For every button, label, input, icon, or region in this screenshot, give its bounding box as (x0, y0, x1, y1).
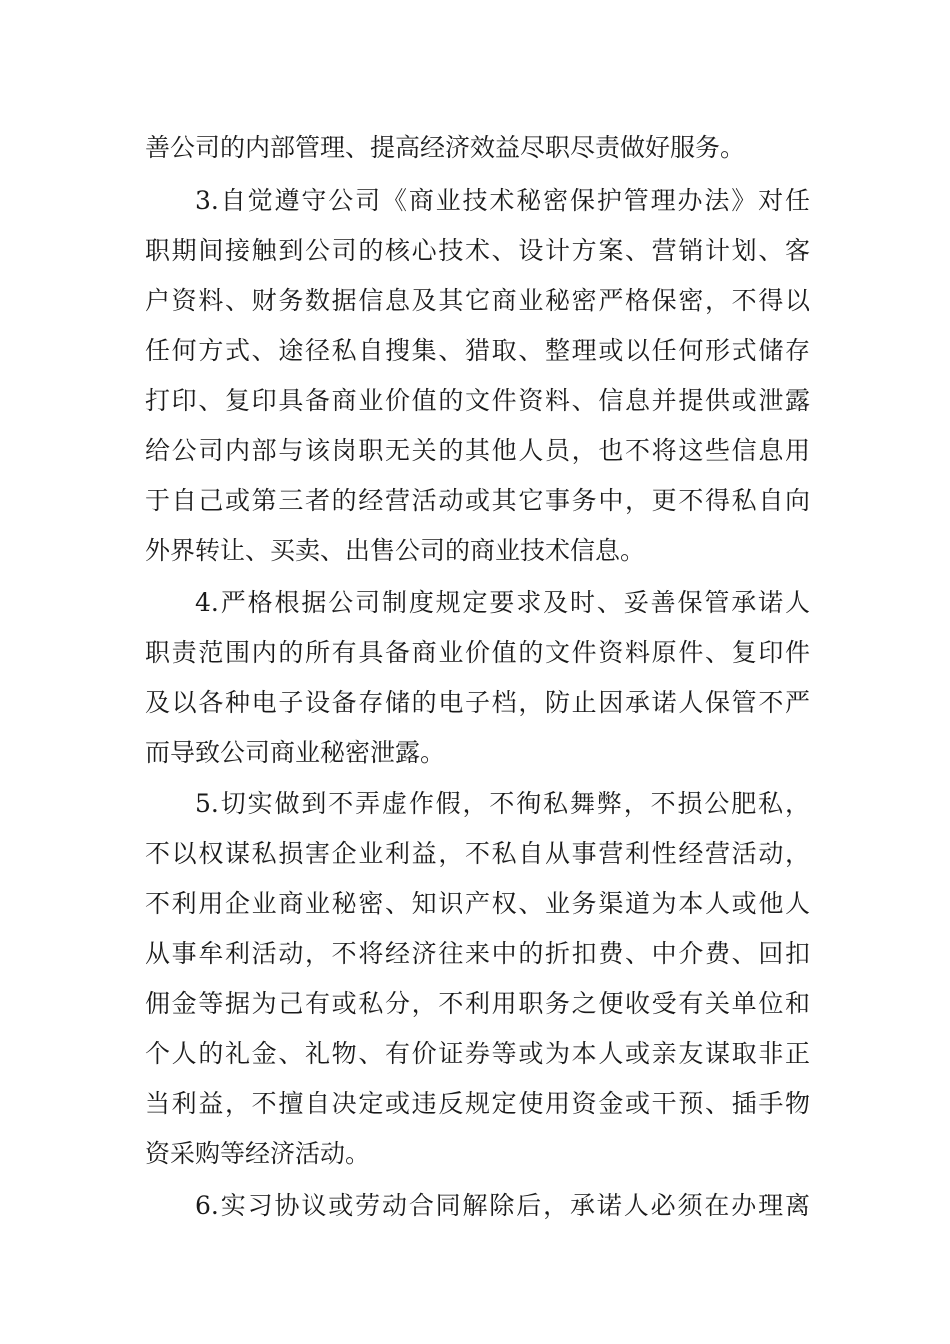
text-line: 个人的礼金、礼物、有价证券等或为本人或亲友谋取非正 (145, 1039, 810, 1068)
text-line: 职责范围内的所有具备商业价值的文件资料原件、复印件 (145, 638, 810, 667)
paragraph-6-first-line: 6.实习协议或劳动合同解除后，承诺人必须在办理离 (195, 1191, 810, 1220)
text-line: 职期间接触到公司的核心技术、设计方案、营销计划、客 (145, 236, 810, 265)
text-line: 不以权谋私损害企业利益，不私自从事营利性经营活动， (145, 839, 810, 868)
paragraph-5-first-line: 5.切实做到不弄虚作假，不徇私舞弊，不损公肥私， (195, 789, 810, 818)
text-line: 外界转让、买卖、出售公司的商业技术信息。 (145, 536, 646, 565)
text-line: 给公司内部与该岗职无关的其他人员，也不将这些信息用 (145, 436, 810, 465)
text-line: 从事牟利活动，不将经济往来中的折扣费、中介费、回扣 (145, 939, 810, 968)
paragraph-4-first-line: 4.严格根据公司制度规定要求及时、妥善保管承诺人 (195, 588, 810, 617)
text-line: 善公司的内部管理、提高经济效益尽职尽责做好服务。 (145, 133, 746, 162)
text-line: 任何方式、途径私自搜集、猎取、整理或以任何形式储存 (145, 336, 810, 365)
text-line: 不利用企业商业秘密、知识产权、业务渠道为本人或他人 (145, 889, 810, 918)
text-line: 而导致公司商业秘密泄露。 (145, 738, 446, 767)
paragraph-3-first-line: 3.自觉遵守公司《商业技术秘密保护管理办法》对任 (195, 186, 810, 215)
text-line: 及以各种电子设备存储的电子档，防止因承诺人保管不严 (145, 688, 810, 717)
text-line: 于自己或第三者的经营活动或其它事务中，更不得私自向 (145, 486, 810, 515)
text-line: 户资料、财务数据信息及其它商业秘密严格保密，不得以 (145, 286, 810, 315)
text-line: 资采购等经济活动。 (145, 1139, 371, 1168)
text-line: 佣金等据为己有或私分，不利用职务之便收受有关单位和 (145, 989, 810, 1018)
text-line: 打印、复印具备商业价值的文件资料、信息并提供或泄露 (145, 386, 810, 415)
text-line: 当利益，不擅自决定或违反规定使用资金或干预、插手物 (145, 1089, 810, 1118)
